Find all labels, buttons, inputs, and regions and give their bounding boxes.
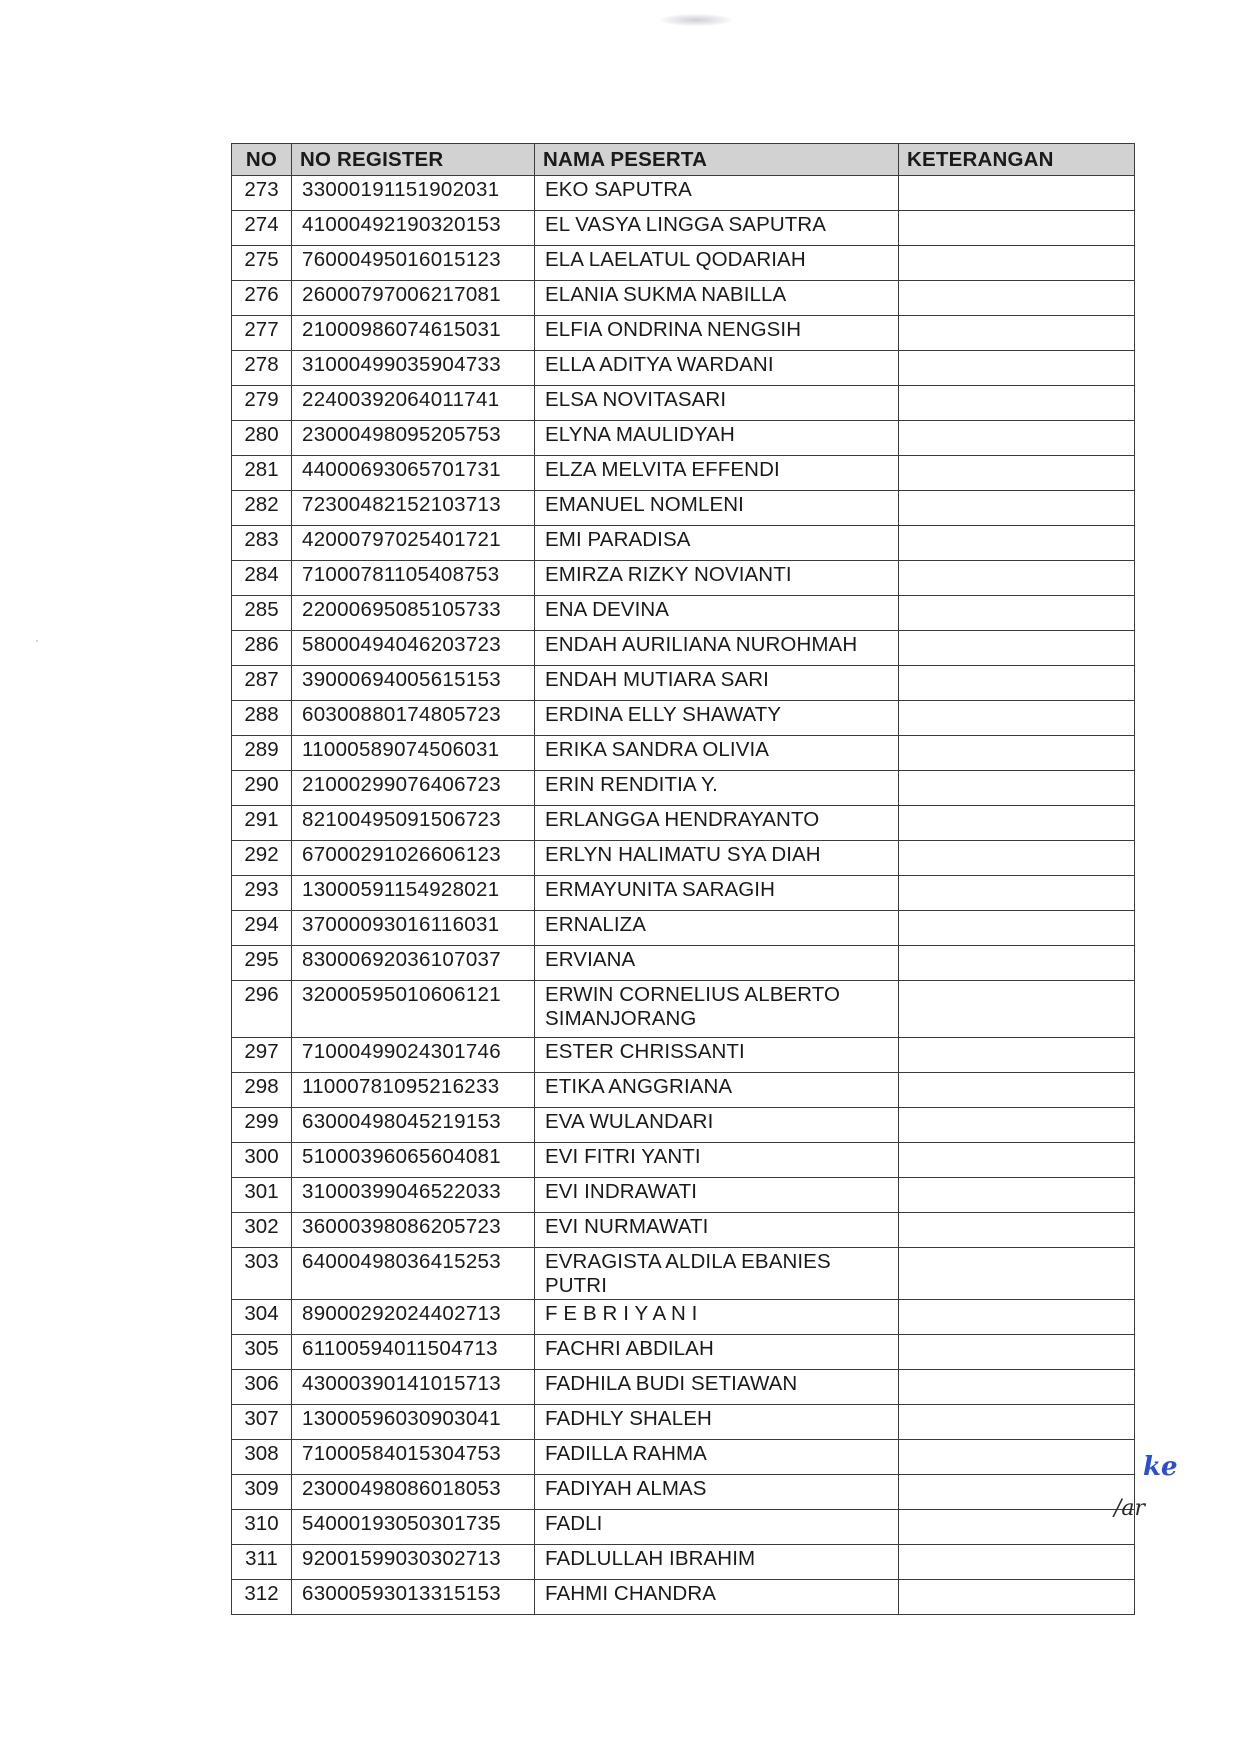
row-number: 308: [232, 1440, 292, 1475]
participant-name: ERNALIZA: [535, 911, 899, 946]
note-cell: [899, 911, 1135, 946]
participant-name: ELA LAELATUL QODARIAH: [535, 246, 899, 281]
participant-name: FADILLA RAHMA: [535, 1440, 899, 1475]
table-row: [232, 771, 1135, 806]
note-cell: [899, 841, 1135, 876]
register-number: 42000797025401721: [292, 526, 535, 561]
note-cell: [899, 1038, 1135, 1073]
row-number: 312: [232, 1580, 292, 1615]
row-number: 297: [232, 1038, 292, 1073]
note-cell: [899, 1545, 1135, 1580]
participant-name: FADHILA BUDI SETIAWAN: [535, 1370, 899, 1405]
note-cell: [899, 1475, 1135, 1510]
participant-name: ELANIA SUKMA NABILLA: [535, 281, 899, 316]
row-number: 293: [232, 876, 292, 911]
register-number: 21000299076406723: [292, 771, 535, 806]
table-row: [232, 456, 1135, 491]
participant-name: FACHRI ABDILAH: [535, 1335, 899, 1370]
register-number: 64000498036415253: [292, 1248, 535, 1300]
table-row: [232, 1073, 1135, 1108]
row-number: 278: [232, 351, 292, 386]
participant-name: FAHMI CHANDRA: [535, 1580, 899, 1615]
register-number: 83000692036107037: [292, 946, 535, 981]
note-cell: [899, 736, 1135, 771]
table-row: [232, 1300, 1135, 1335]
row-number: 287: [232, 666, 292, 701]
table-row: [232, 386, 1135, 421]
register-number: 32000595010606121: [292, 981, 535, 1038]
participant-name: ELFIA ONDRINA NENGSIH: [535, 316, 899, 351]
row-number: 282: [232, 491, 292, 526]
register-number: 71000781105408753: [292, 561, 535, 596]
participant-name: ERWIN CORNELIUS ALBERTO SIMANJORANG: [535, 981, 899, 1038]
note-cell: [899, 1108, 1135, 1143]
row-number: 309: [232, 1475, 292, 1510]
table-row: [232, 1580, 1135, 1615]
note-cell: [899, 386, 1135, 421]
register-number: 26000797006217081: [292, 281, 535, 316]
row-number: 288: [232, 701, 292, 736]
participant-table: [231, 143, 1135, 1615]
participant-name: ELYNA MAULIDYAH: [535, 421, 899, 456]
note-cell: [899, 596, 1135, 631]
row-number: 304: [232, 1300, 292, 1335]
register-number: 22400392064011741: [292, 386, 535, 421]
table-row: [232, 1545, 1135, 1580]
row-number: 291: [232, 806, 292, 841]
register-number: 39000694005615153: [292, 666, 535, 701]
participant-name: ENA DEVINA: [535, 596, 899, 631]
note-cell: [899, 281, 1135, 316]
participant-name: ELSA NOVITASARI: [535, 386, 899, 421]
scan-speck: [36, 640, 38, 642]
row-number: 296: [232, 981, 292, 1038]
table-row: [232, 1475, 1135, 1510]
table-row: [232, 246, 1135, 281]
table-header: [232, 144, 1135, 176]
participant-name: ERMAYUNITA SARAGIH: [535, 876, 899, 911]
row-number: 275: [232, 246, 292, 281]
table-body: [232, 176, 1135, 1615]
register-number: 23000498095205753: [292, 421, 535, 456]
table-row: [232, 176, 1135, 211]
participant-name: EVI NURMAWATI: [535, 1213, 899, 1248]
register-number: 13000591154928021: [292, 876, 535, 911]
table-row: [232, 561, 1135, 596]
note-cell: [899, 176, 1135, 211]
note-cell: [899, 211, 1135, 246]
note-cell: [899, 806, 1135, 841]
table-row: [232, 491, 1135, 526]
participant-name: FADLI: [535, 1510, 899, 1545]
register-number: 54000193050301735: [292, 1510, 535, 1545]
row-number: 284: [232, 561, 292, 596]
row-number: 306: [232, 1370, 292, 1405]
header-name: NAMA PESERTA: [535, 144, 899, 176]
participant-name: F E B R I Y A N I: [535, 1300, 899, 1335]
table-row: [232, 211, 1135, 246]
note-cell: [899, 561, 1135, 596]
row-number: 273: [232, 176, 292, 211]
note-cell: [899, 1300, 1135, 1335]
table-row: [232, 911, 1135, 946]
participant-name: EVA WULANDARI: [535, 1108, 899, 1143]
row-number: 305: [232, 1335, 292, 1370]
participant-name: ERIKA SANDRA OLIVIA: [535, 736, 899, 771]
participant-name: ERDINA ELLY SHAWATY: [535, 701, 899, 736]
table-row: [232, 526, 1135, 561]
row-number: 281: [232, 456, 292, 491]
register-number: 44000693065701731: [292, 456, 535, 491]
row-number: 277: [232, 316, 292, 351]
table-row: [232, 1248, 1135, 1300]
register-number: 31000399046522033: [292, 1178, 535, 1213]
row-number: 280: [232, 421, 292, 456]
participant-name: ERVIANA: [535, 946, 899, 981]
participant-name: ENDAH AURILIANA NUROHMAH: [535, 631, 899, 666]
note-cell: [899, 316, 1135, 351]
note-cell: [899, 1440, 1135, 1475]
row-number: 285: [232, 596, 292, 631]
signature-paraf: /ar: [1114, 1496, 1146, 1521]
table-row: [232, 351, 1135, 386]
table-row: [232, 1440, 1135, 1475]
participant-name: ETIKA ANGGRIANA: [535, 1073, 899, 1108]
note-cell: [899, 456, 1135, 491]
header-register: NO REGISTER: [292, 144, 535, 176]
note-cell: [899, 1510, 1135, 1545]
table-row: [232, 1213, 1135, 1248]
register-number: 43000390141015713: [292, 1370, 535, 1405]
row-number: 301: [232, 1178, 292, 1213]
table-row: [232, 876, 1135, 911]
register-number: 21000986074615031: [292, 316, 535, 351]
header-note: KETERANGAN: [899, 144, 1135, 176]
signature-initial: ke: [1143, 1452, 1178, 1482]
table-row: [232, 1108, 1135, 1143]
note-cell: [899, 351, 1135, 386]
register-number: 72300482152103713: [292, 491, 535, 526]
note-cell: [899, 1580, 1135, 1615]
register-number: 63000498045219153: [292, 1108, 535, 1143]
participant-name: EVI FITRI YANTI: [535, 1143, 899, 1178]
register-number: 89000292024402713: [292, 1300, 535, 1335]
participant-name: EL VASYA LINGGA SAPUTRA: [535, 211, 899, 246]
register-number: 67000291026606123: [292, 841, 535, 876]
register-number: 13000596030903041: [292, 1405, 535, 1440]
note-cell: [899, 1370, 1135, 1405]
row-number: 299: [232, 1108, 292, 1143]
row-number: 289: [232, 736, 292, 771]
row-number: 295: [232, 946, 292, 981]
table-row: [232, 421, 1135, 456]
register-number: 58000494046203723: [292, 631, 535, 666]
note-cell: [899, 666, 1135, 701]
table-row: [232, 1038, 1135, 1073]
row-number: 298: [232, 1073, 292, 1108]
table-row: [232, 736, 1135, 771]
register-number: 37000093016116031: [292, 911, 535, 946]
row-number: 279: [232, 386, 292, 421]
table-row: [232, 841, 1135, 876]
table-row: [232, 281, 1135, 316]
register-number: 92001599030302713: [292, 1545, 535, 1580]
row-number: 292: [232, 841, 292, 876]
row-number: 302: [232, 1213, 292, 1248]
row-number: 303: [232, 1248, 292, 1300]
note-cell: [899, 1405, 1135, 1440]
table-row: [232, 1370, 1135, 1405]
table-row: [232, 1335, 1135, 1370]
participant-name: ELZA MELVITA EFFENDI: [535, 456, 899, 491]
participant-name: ERIN RENDITIA Y.: [535, 771, 899, 806]
participant-name: ESTER CHRISSANTI: [535, 1038, 899, 1073]
participant-name: EMIRZA RIZKY NOVIANTI: [535, 561, 899, 596]
register-number: 51000396065604081: [292, 1143, 535, 1178]
register-number: 60300880174805723: [292, 701, 535, 736]
note-cell: [899, 491, 1135, 526]
register-number: 71000499024301746: [292, 1038, 535, 1073]
table-row: [232, 701, 1135, 736]
register-number: 61100594011504713: [292, 1335, 535, 1370]
row-number: 310: [232, 1510, 292, 1545]
participant-name: FADHLY SHALEH: [535, 1405, 899, 1440]
note-cell: [899, 526, 1135, 561]
row-number: 290: [232, 771, 292, 806]
participant-name: EMI PARADISA: [535, 526, 899, 561]
scan-smudge: [660, 14, 732, 26]
note-cell: [899, 771, 1135, 806]
participant-name: ELLA ADITYA WARDANI: [535, 351, 899, 386]
note-cell: [899, 876, 1135, 911]
table-row: [232, 1405, 1135, 1440]
participant-name: EKO SAPUTRA: [535, 176, 899, 211]
note-cell: [899, 421, 1135, 456]
participant-name: EMANUEL NOMLENI: [535, 491, 899, 526]
note-cell: [899, 1335, 1135, 1370]
register-number: 82100495091506723: [292, 806, 535, 841]
register-number: 23000498086018053: [292, 1475, 535, 1510]
note-cell: [899, 1073, 1135, 1108]
note-cell: [899, 246, 1135, 281]
note-cell: [899, 946, 1135, 981]
row-number: 274: [232, 211, 292, 246]
table-row: [232, 666, 1135, 701]
row-number: 311: [232, 1545, 292, 1580]
register-number: 11000589074506031: [292, 736, 535, 771]
note-cell: [899, 981, 1135, 1038]
note-cell: [899, 1213, 1135, 1248]
row-number: 276: [232, 281, 292, 316]
register-number: 11000781095216233: [292, 1073, 535, 1108]
table-row: [232, 806, 1135, 841]
row-number: 300: [232, 1143, 292, 1178]
participant-name: EVRAGISTA ALDILA EBANIES PUTRI: [535, 1248, 899, 1300]
participant-name: ENDAH MUTIARA SARI: [535, 666, 899, 701]
note-cell: [899, 631, 1135, 666]
note-cell: [899, 1248, 1135, 1300]
table-row: [232, 1143, 1135, 1178]
register-number: 76000495016015123: [292, 246, 535, 281]
register-number: 41000492190320153: [292, 211, 535, 246]
note-cell: [899, 1178, 1135, 1213]
participant-name: FADLULLAH IBRAHIM: [535, 1545, 899, 1580]
register-number: 36000398086205723: [292, 1213, 535, 1248]
row-number: 307: [232, 1405, 292, 1440]
register-number: 63000593013315153: [292, 1580, 535, 1615]
table-row: [232, 631, 1135, 666]
table-row: [232, 316, 1135, 351]
register-number: 22000695085105733: [292, 596, 535, 631]
table-row: [232, 596, 1135, 631]
participant-name: ERLYN HALIMATU SYA DIAH: [535, 841, 899, 876]
participant-name: FADIYAH ALMAS: [535, 1475, 899, 1510]
note-cell: [899, 1143, 1135, 1178]
register-number: 31000499035904733: [292, 351, 535, 386]
table-row: [232, 1510, 1135, 1545]
participant-name: ERLANGGA HENDRAYANTO: [535, 806, 899, 841]
row-number: 294: [232, 911, 292, 946]
row-number: 283: [232, 526, 292, 561]
register-number: 71000584015304753: [292, 1440, 535, 1475]
header-no: NO: [232, 144, 292, 176]
row-number: 286: [232, 631, 292, 666]
note-cell: [899, 701, 1135, 736]
table-row: [232, 1178, 1135, 1213]
register-number: 33000191151902031: [292, 176, 535, 211]
participant-name: EVI INDRAWATI: [535, 1178, 899, 1213]
table-row: [232, 946, 1135, 981]
table-row: [232, 981, 1135, 1038]
